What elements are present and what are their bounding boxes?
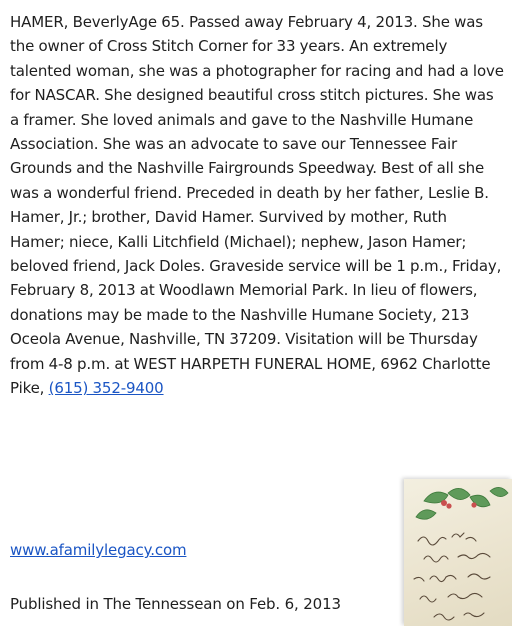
obituary-paragraph xyxy=(10,10,504,401)
publication-note: Published in The Tennessean on Feb. 6, 2013 xyxy=(10,595,341,613)
family-legacy-link[interactable]: www.afamilylegacy.com xyxy=(10,541,187,559)
funeral-home-phone-link[interactable]: (615) 352-9400 xyxy=(48,379,164,398)
obituary-text: HAMER, BeverlyAge 65. Passed away February 4, 2013. She was the owner of Cross Stitch Corner for 33 years. An extremely talented woman, she was a photographer for racing and had a love for NASCAR. She designed beautiful cross stitch pictures. She was a framer. She loved animals and gave to the Nashville Humane Association. She was an advocate to save our Tennessee Fair Grounds and the Nashville Fairgrounds Speedway. Best of all she was a wonderful friend. Preceded in death by her father, Leslie B. Hamer, Jr.; brother, David Hamer. Survived by mother, Ruth Hamer; niece, Kalli Litchfield (Michael); nephew, Jason Hamer; beloved friend, Jack Doles. Graveside service will be 1 p.m., Friday, February 8, 2013 at Woodlawn Memorial Park. In lieu of flowers, donations may be made to the Nashville Humane Society, 213 Oceola Avenue, Nashville, TN 37209. Visitation will be Thursday from 4-8 p.m. at WEST HARPETH FUNERAL HOME, 6962 Charlotte Pike, xyxy=(10,13,504,398)
postcard-illustration xyxy=(404,479,512,626)
vintage-postcard-image xyxy=(404,479,512,626)
obituary-article xyxy=(10,10,504,401)
